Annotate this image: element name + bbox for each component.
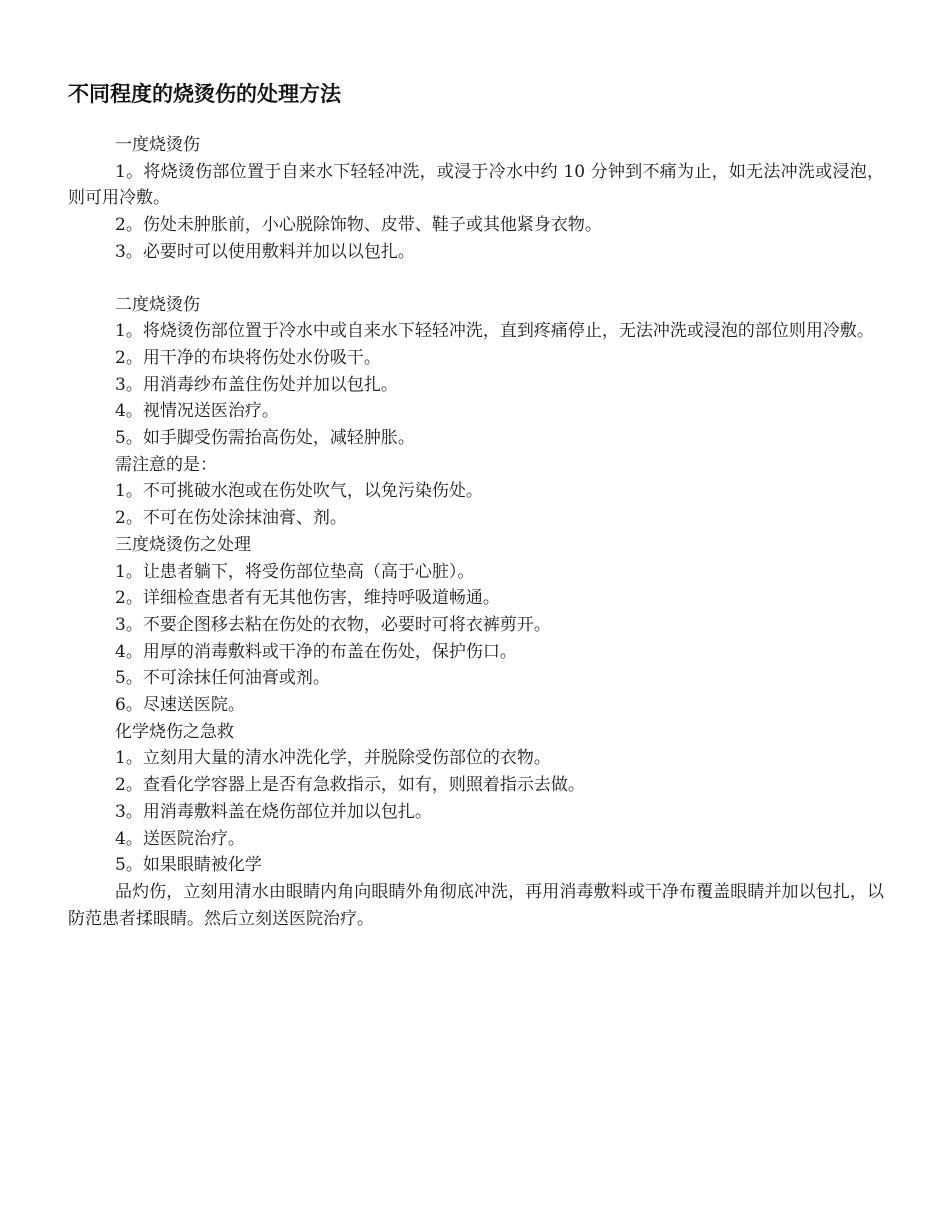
section-heading: 三度烧烫伤之处理 [115, 534, 251, 555]
paragraph: 3。用消毒纱布盖住伤处并加以包扎。 [115, 374, 398, 395]
paragraph: 4。视情况送医治疗。 [115, 401, 279, 422]
paragraph: 6。尽速送医院。 [115, 695, 245, 716]
paragraph: 5。不可涂抹任何油膏或剂。 [115, 668, 330, 689]
paragraph: 2。查看化学容器上是否有急救指示，如有，则照着指示去做。 [115, 775, 585, 796]
paragraph: 4。用厚的消毒敷料或干净的布盖在伤处，保护伤口。 [115, 641, 517, 662]
document-page [68, 78, 884, 932]
paragraph: 1。将烧烫伤部位置于冷水中或自来水下轻轻冲洗，直到疼痛停止，无法冲洗或浸泡的部位则用冷敷。 [115, 321, 874, 342]
section-second-degree [68, 292, 884, 532]
page-title: 不同程度的烧烫伤的处理方法 [68, 82, 341, 106]
section-heading: 二度烧烫伤 [115, 294, 200, 315]
paragraph: 2。详细检查患者有无其他伤害，维持呼吸道畅通。 [115, 588, 500, 609]
paragraph: 1。将烧烫伤部位置于自来水下轻轻冲洗，或浸于冷水中约 10 分钟到不痛为止，如无法冲洗或浸泡，则可用冷敷。 [68, 161, 884, 209]
paragraph: 3。必要时可以使用敷料并加以以包扎。 [115, 241, 415, 262]
note-item: 1。不可挑破水泡或在伤处吹气，以免污染伤处。 [115, 481, 483, 502]
section-heading: 一度烧烫伤 [115, 135, 200, 155]
closing-paragraph: 品灼伤，立刻用清水由眼睛内角向眼睛外角彻底冲洗，再用消毒敷料或干净布覆盖眼睛并加以包扎，以防范患者揉眼睛。然后立刻送医院治疗。 [68, 881, 884, 929]
section-gap [68, 266, 884, 292]
paragraph: 2。用干净的布块将伤处水份吸干。 [115, 347, 381, 368]
paragraph: 3。用消毒敷料盖在烧伤部位并加以包扎。 [115, 801, 432, 822]
section-third-degree [68, 532, 884, 719]
paragraph: 5。如手脚受伤需抬高伤处，减轻肿胀。 [115, 428, 415, 449]
paragraph: 5。如果眼睛被化学 [115, 855, 262, 876]
note-item: 2。不可在伤处涂抹油膏、剂。 [115, 508, 347, 529]
section-first-degree [68, 132, 884, 266]
section-heading: 化学烧伤之急救 [115, 721, 234, 742]
paragraph: 1。让患者躺下，将受伤部位垫高（高于心脏）。 [115, 561, 475, 582]
paragraph: 1。立刻用大量的清水冲洗化学，并脱除受伤部位的衣物。 [115, 748, 551, 769]
note-heading: 需注意的是： [115, 454, 217, 475]
paragraph: 4。送医院治疗。 [115, 828, 245, 849]
section-chemical-burn [68, 719, 884, 933]
paragraph: 3。不要企图移去粘在伤处的衣物，必要时可将衣裤剪开。 [115, 614, 551, 635]
paragraph: 2。伤处未肿胀前，小心脱除饰物、皮带、鞋子或其他紧身衣物。 [115, 215, 602, 236]
